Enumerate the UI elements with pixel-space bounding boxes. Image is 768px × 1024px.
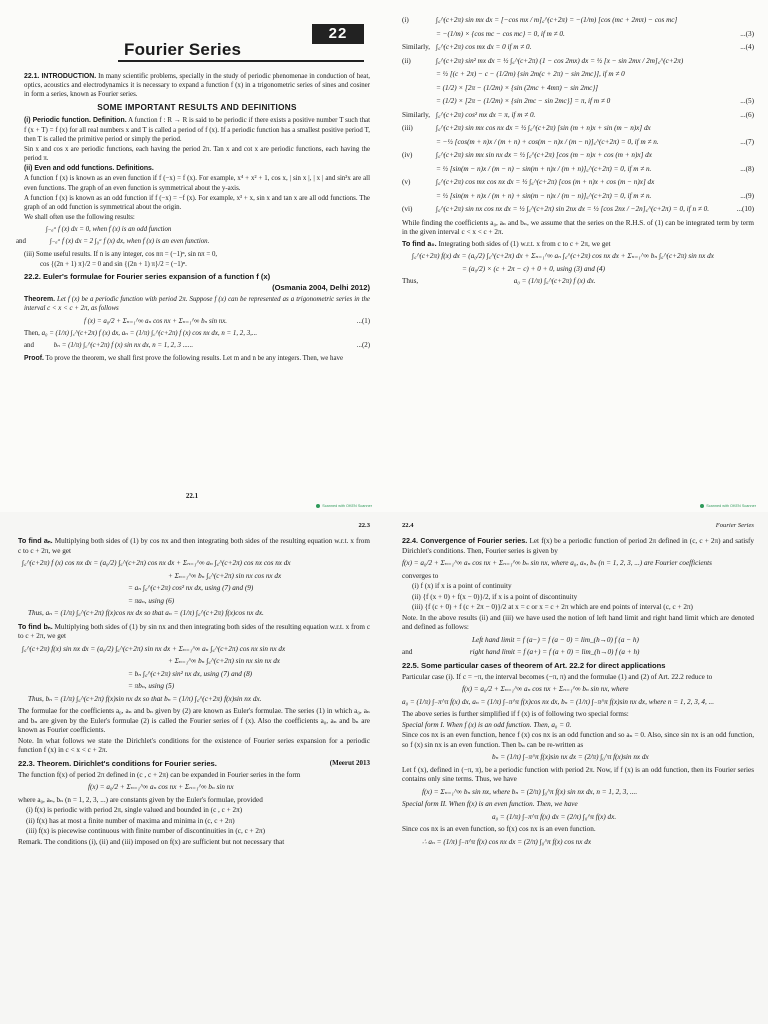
- integral-result-row: [402, 178, 754, 188]
- integral-result-text: ∫꜀^(c+2π) cos mx cos nx dx = ½ ∫꜀^(c+2π) [cos (m + n)x + cos (m − n)x] dx: [436, 178, 655, 186]
- special-form-1: Special form I. When f (x) is an odd function. Then, a₀ = 0.: [402, 720, 572, 729]
- integral-result-label: Similarly,: [402, 110, 431, 119]
- then-label: Then,: [24, 329, 40, 337]
- equation-2-number: ...(2): [356, 341, 370, 349]
- an-result: Thus, aₙ = (1/π) ∫꜀^(c+2π) f(x)cos nx dx so that aₙ = (1/π) ∫꜀^(c+2π) f(x)cos nx dx.: [28, 609, 264, 617]
- equation-number: ...(9): [740, 191, 754, 200]
- bn-equation-1: ∫꜀^(c+2π) f(x) sin nx dx = (a₀/2) ∫꜀^(c+2π) sin nx dx + Σₙ₌₁^∞ aₙ ∫꜀^(c+2π) cos nx sin nx dx: [22, 644, 286, 653]
- integral-result-text: ∫꜀^(c+2π) sin nx cos nx dx = ½ ∫꜀^(c+2π) sin 2nx dx = ½ [cos 2nx / −2n]꜀^(c+2π) = 0, if n ≠ 0.: [436, 205, 709, 213]
- following-results-text: We shall often use the following results:: [24, 214, 135, 222]
- odd-function-equation: f(x) = Σₙ₌₁^∞ bₙ sin nx, where bₙ = (2/π) ∫₀^π f(x) sin nx dx, n = 1, 2, 3, ....: [422, 787, 638, 796]
- thus-label: Thus,: [402, 277, 419, 285]
- scanner-watermark: [700, 504, 756, 508]
- odd-paragraph: A function f (x) is known as an odd function if f (−x) = −f (x). For example, x³ + x, sin x and tan x are all odd functions. The graph of an odd function is symmetrical about the origin.: [24, 194, 370, 211]
- integral-result-text: ∫꜀^(c+2π) cos² mx dx = π, if m ≠ 0.: [436, 110, 536, 119]
- an-equation-2: + Σₙ₌₁^∞ bₙ ∫꜀^(c+2π) sin nx cos nx dx: [168, 571, 282, 580]
- integral-result-text: = −(1/m) × {cos mc − cos mc} = 0, if m ≠ 0.: [436, 29, 565, 38]
- find-an-paragraph: [18, 536, 370, 556]
- particular-cases-heading: 22.5. Some particular cases of theorem of Art. 22.2 for direct applications: [402, 660, 666, 670]
- integral-results-list: [402, 16, 754, 215]
- find-an-lead: To find aₙ.: [18, 536, 53, 545]
- integral-result-label: (vi): [402, 205, 413, 213]
- equation-1: [84, 317, 370, 326]
- integral-result-row: [402, 111, 754, 121]
- scanner-watermark: [316, 504, 372, 508]
- integral-result-row: [402, 57, 754, 67]
- an-equation-3: = aₙ ∫꜀^(c+2π) cos² nx dx, using (7) and (9): [128, 584, 254, 592]
- bn-equation-3: = bₙ ∫꜀^(c+2π) sin² nx dx, using (7) and (8): [128, 669, 253, 678]
- intro-heading: 22.1. INTRODUCTION.: [24, 73, 97, 80]
- find-bn-text: Multiplying both sides of (1) by sin nx and then integrating both sides of the resulting equation w.r.t. x from c to c + 2π, we get: [18, 622, 371, 640]
- even-odd-heading-text: (ii) Even and odd functions. Definitions.: [24, 165, 154, 173]
- find-a0-text: Integrating both sides of (1) w.r.t. x from c to c + 2π, we get: [438, 239, 611, 248]
- right-hand-limit-text: right hand limit = f (a+) = f (a + 0) = lim_(h→0) f (a + h): [469, 648, 640, 656]
- equation-1-number: ...(1): [356, 317, 370, 325]
- page-4-body: [384, 512, 768, 1024]
- page-22-4: [384, 512, 768, 1024]
- a0-equation-2: = (a₀/2) × (c + 2π − c) + 0 + 0, using (3) and (4): [462, 264, 605, 273]
- left-hand-limit: Left hand limit = f (a−) = f (a − 0) = lim_(h→0) f (a − h): [472, 635, 639, 644]
- integral-result-row: [402, 30, 754, 40]
- euler-heading: [24, 272, 370, 282]
- theorem-paragraph: [24, 295, 370, 313]
- page-4-number: 22.4: [402, 522, 414, 529]
- integral-result-text: = ½ [sin(m + n)x / (m + n) + sin(m − n)x / (m − n)]꜀^(c+2π) = 0, if m ≠ n.: [436, 191, 652, 200]
- dirichlet-equation: f(x) = a₀/2 + Σₙ₌₁^∞ aₙ cos nx + Σₙ₌₁^∞ bₙ sin nx: [88, 783, 234, 792]
- intro-paragraph: [24, 72, 370, 100]
- integral-result-label: (v): [402, 178, 411, 186]
- integral-result-text: = (1/2) × [2π − (1/2m) × {sin 2mc − sin 2mc}] = π, if m ≠ 0: [436, 97, 611, 105]
- integral-result-text: ∫꜀^(c+2π) sin mx dx = [−cos mx / m]꜀^(c+2π) = −(1/m) [cos (mc + 2mπ) − cos mc]: [436, 16, 678, 24]
- euler-reference: (Osmania 2004, Delhi 2012): [272, 283, 370, 293]
- and-label: and: [16, 238, 26, 246]
- dirichlet-condition-3: (iii) f(x) is piecewise continuous with finite number of discontinuities in (c, c + 2π): [26, 827, 266, 836]
- scanner-watermark-text: Scanned with OKEN Scanner: [706, 504, 756, 508]
- equation-number: ...(8): [740, 164, 754, 173]
- integral-result-row: [402, 124, 754, 134]
- page-22-1: [0, 0, 384, 512]
- page-1-body: [16, 72, 370, 364]
- integral-result-label: (iv): [402, 151, 413, 159]
- integral-result-label: (iii): [402, 124, 413, 132]
- dirichlet-remark: Remark. The conditions (i), (ii) and (iii) imposed on f(x) are sufficient but not necessary that: [18, 837, 285, 846]
- convergence-equation: f(x) = a₀/2 + Σₙ₌₁^∞ aₙ cos nx + Σₙ₌₁^∞ bₙ sin nx, where a₀, aₙ, bₙ (n = 1, 2, 3, ...) are Fourier coefficients: [402, 559, 712, 567]
- page-3-header: [18, 522, 370, 531]
- find-a0-paragraph: [402, 239, 754, 250]
- a0-equation-1: ∫꜀^(c+2π) f(x) dx = (a₀/2) ∫꜀^(c+2π) dx + Σₙ₌₁^∞ aₙ ∫꜀^(c+2π) cos nx dx + Σₙ₌₁^∞ bₙ ∫꜀^(c+2π) sin nx dx: [412, 252, 714, 260]
- equation-2b: [24, 341, 370, 350]
- special-form-2-text: Since cos nx is an even function, so f(x) cos nx is an even function.: [402, 825, 596, 834]
- chapter-title-rule: [118, 60, 364, 62]
- integral-result-text: = −½ [cos(m + n)x / (m + n) + cos(m − n)x / (m − n)]꜀^(c+2π) = 0, if m ≠ n.: [436, 137, 659, 146]
- even-integral-result: [16, 237, 370, 246]
- particular-coefficients: a₀ = (1/π) ∫₋π^π f(x) dx, aₙ = (1/π) ∫₋π^π f(x)cos nx dx, bₙ = (1/π) ∫₋π^π f(x)sin nx dx, where n = 1, 2, 3, 4, ...: [402, 697, 714, 706]
- special-form-1-text: Since cos nx is an even function, hence f (x) cos nx is an odd function and so aₙ = 0. Also, since sin nx is an odd function, so f (x) sin nx is an even function. Then bₙ can be re-written as: [402, 731, 754, 749]
- special-form-2-equation-2: ∴ aₙ = (1/π) ∫₋π^π f(x) cos nx dx = (2/π) ∫₀^π f(x) cos nx dx: [422, 837, 592, 846]
- useful-results-line-2: cos {(2n + 1) π}/2 = 0 and sin {(2n + 1) π}/2 = (−1)ⁿ.: [40, 260, 187, 268]
- equation-number: ...(7): [740, 137, 754, 146]
- special-form-1-equation: bₙ = (1/π) ∫₋π^π f(x)sin nx dx = (2/π) ∫₀^π f(x)sin nx dx: [492, 753, 649, 762]
- scanner-logo-icon: [316, 504, 320, 508]
- scanner-watermark-text: Scanned with OKEN Scanner: [322, 504, 372, 508]
- running-title: Fourier Series: [715, 522, 754, 529]
- integral-result-row: [402, 84, 754, 94]
- dirichlet-heading-text: 22.3. Theorem. Dirichlet's conditions for Fourier series.: [18, 758, 217, 768]
- page-3-number: 22.3: [358, 522, 370, 529]
- equation-2b-text: bₙ = (1/π) ∫꜀^(c+2π) f (x) sin nx dx, n = 1, 2, 3 ......: [53, 341, 194, 349]
- special-form-2-equation: a₀ = (1/π) ∫₋π^π f(x) dx = (2/π) ∫₀^π f(x) dx.: [492, 812, 617, 821]
- odd-integral-result: ∫₋ₐᵃ f (x) dx = 0, when f (x) is an odd function: [46, 226, 172, 234]
- an-equation-1: ∫꜀^(c+2π) f (x) cos nx dx = (a₀/2) ∫꜀^(c+2π) cos nx dx + Σₙ₌₁^∞ aₙ ∫꜀^(c+2π) cos nx cos nx dx: [22, 559, 291, 567]
- convergence-paragraph: [402, 536, 754, 556]
- even-integral-text: ∫₋ₐᵃ f (x) dx = 2 ∫₀ᵃ f (x) dx, when f (x) is an even function.: [50, 238, 210, 246]
- equation-number: ...(10): [736, 205, 754, 213]
- integral-result-row: [402, 192, 754, 202]
- page-22-3: [0, 512, 384, 1024]
- integral-result-text: ∫꜀^(c+2π) sin mx sin nx dx = ½ ∫꜀^(c+2π) [cos (m − n)x + cos (m + n)x] dx: [436, 151, 652, 159]
- integral-result-row: [402, 97, 754, 107]
- theorem-lead: Theorem.: [24, 296, 56, 304]
- particular-case-1-text: Particular case (i). If c = −π, the interval becomes (−π, π) and the formulae (1) and (2) of Art. 22.2 reduce to: [402, 672, 713, 681]
- integral-result-text: ∫꜀^(c+2π) cos mx dx = 0 if m ≠ 0.: [436, 43, 532, 51]
- intro-text: In many scientific problems, specially in the study of periodic phenomenae in conduction of heat, optics, acoustics and electrodynamics it is necessary to expand a function f (x) in a trigonometric series of sines and cosiner in form a series, known as Fourier series.: [24, 73, 370, 99]
- equation-number: ...(3): [740, 29, 754, 38]
- integral-result-row: [402, 205, 754, 215]
- euler-formulae-paragraph: The formulae for the coefficients a₀, aₙ and bₙ given by (2) are known as Euler's formulae. The series (1) in which a₀, aₙ and bₙ are given by the Euler's formulae (2) is called the Fourier series of f (x). Also the coefficients a₀, aₙ and bₙ are known as Fourier coefficients.: [18, 707, 370, 734]
- integral-result-text: ∫꜀^(c+2π) sin mx cos nx dx = ½ ∫꜀^(c+2π) [sin (m + n)x + sin (m − n)x] dx: [436, 124, 651, 132]
- useful-results-line-1: (iii) Some useful results. If n is any integer, cos nπ = (−1)ⁿ, sin nπ = 0,: [24, 250, 218, 258]
- dirichlet-reference: (Meerut 2013: [329, 758, 370, 767]
- some-results-heading: SOME IMPORTANT RESULTS AND DEFINITIONS: [97, 102, 297, 112]
- euler-heading-text: 22.2. Euler's formulae for Fourier series expansion of a function f (x): [24, 272, 271, 281]
- convergence-case-1: (i) f (x) if x is a point of continuity: [412, 582, 512, 590]
- dirichlet-where: where a₀, aₙ, bₙ (n = 1, 2, 3, ...) are constants given by the Euler's formulae, provided: [18, 795, 263, 804]
- convergence-text: Let f(x) be a periodic function of period 2π defined in (c, c + 2π) and satisfy Dirichlet's conditions. Then, Fourier series is given by: [402, 537, 754, 555]
- page-number: 22.1: [185, 492, 199, 500]
- find-an-text: Multiplying both sides of (1) by cos nx and then integrating both sides of the resulting equation w.r.t. x from c to c + 2π, we get: [18, 537, 370, 555]
- a0-result: [402, 277, 754, 287]
- dirichlet-note: Note. In what follows we state the Dirichlet's conditions for the existence of Fourier series expansion for a periodic function f (x) in c < x < c + 2π.: [18, 736, 370, 754]
- find-bn-paragraph: [18, 622, 370, 642]
- particular-equation: f(x) = a₀/2 + Σₙ₌₁^∞ aₙ cos nx + Σₙ₌₁^∞ bₙ sin nx, where: [462, 685, 629, 694]
- integral-result-label: (i): [402, 16, 409, 24]
- integral-result-text: = (1/2) × [2π − (1/2m) × {sin (2mc + 4mπ) − sin 2mc}]: [436, 83, 599, 92]
- dirichlet-text: The function f(x) of period 2π defined in (c , c + 2π) can be expanded in Fourier series in the form: [18, 770, 301, 779]
- integral-result-label: Similarly,: [402, 43, 431, 51]
- even-paragraph: A function f (x) is known as an even function if f (−x) = f (x). For example, x⁴ + x² + 1, cos x, | sin x |, | x | and sin²x are all even functions. The graph of an even function is symmetrical about the y-axis.: [24, 175, 370, 192]
- chapter-title: Fourier Series: [124, 40, 242, 59]
- page-4-header: [402, 522, 754, 531]
- chapter-number-tag: 22: [312, 24, 364, 44]
- coefficients-paragraph: While finding the coefficients a₀, aₙ and bₙ, we assume that the series on the R.H.S. of (1) can be integrated term by term in the given interval c < x < c + 2π.: [402, 218, 754, 236]
- bn-equation-4: = πbₙ, using (5): [128, 682, 175, 690]
- periodic-paragraph: [24, 116, 370, 144]
- page-3-body: [0, 512, 384, 1024]
- right-hand-limit: [402, 648, 754, 658]
- integral-result-row: [402, 70, 754, 80]
- periodic-heading: (i) Periodic function. Definition.: [24, 117, 127, 125]
- proof-paragraph: [24, 354, 370, 363]
- integral-result-text: ∫꜀^(c+2π) sin² mx dx = ½ ∫꜀^(c+2π) (1 − cos 2mx) dx = ½ [x − sin 2mx / 2m]꜀^(c+2π): [436, 56, 684, 65]
- integral-result-row: [402, 43, 754, 53]
- convergence-case-2: (ii) {f (x + 0) + f(x − 0)}/2, if x is a point of discontinuity: [412, 592, 578, 601]
- limits-note: Note. In the above results (ii) and (iii) we have used the notion of left hand limit and right hand limit which are denoted and defined as follows:: [402, 613, 754, 631]
- integral-result-text: = ½ [(c + 2π) − c − (1/2m) {sin 2m(c + 2π) − sin 2mc}], if m ≠ 0: [436, 70, 625, 78]
- equation-number: ...(5): [740, 97, 754, 105]
- an-equation-4: = πaₙ, using (6): [128, 596, 175, 605]
- integral-result-row: [402, 16, 754, 26]
- dirichlet-condition-2: (ii) f(x) has at most a finite number of maxima and minima in (c, c + 2π): [26, 816, 235, 825]
- integral-result-label: (ii): [402, 56, 411, 65]
- and-label: and: [402, 648, 413, 656]
- special-form-2: Special form II. When f(x) is an even function. Then, we have: [402, 800, 578, 809]
- odd-function-text: Let f (x), defined in (−π, π), be a periodic function with period 2π. Now, if f (x) is an odd function, then its Fourier series contains only sine terms. Thus, we have: [402, 765, 754, 784]
- equation-number: ...(6): [740, 110, 754, 119]
- equation-1-text: f (x) = a₀/2 + Σₙ₌₁^∞ aₙ cos nx + Σₙ₌₁^∞ bₙ sin nx.: [84, 317, 228, 325]
- converges-to-label: converges to: [402, 571, 439, 580]
- page-2-body: [384, 0, 768, 512]
- dirichlet-heading: [18, 759, 370, 769]
- integral-result-row: [402, 138, 754, 148]
- a0-result-text: a₀ = (1/π) ∫꜀^(c+2π) f (x) dx.: [513, 277, 596, 285]
- equation-2a-text: a₀ = (1/π) ∫꜀^(c+2π) f (x) dx, aₙ = (1/π) ∫꜀^(c+2π) f (x) cos nx dx, n = 1, 2, 3,...: [41, 329, 258, 337]
- equation-number: ...(4): [740, 43, 754, 51]
- periodic-text: A function f : R → R is said to be periodic if there exists a positive number T such that f (x + T) = f (x) for all real numbers x and T is called a period of f (x). If a periodic function has a smallest positive period T, then T is called the primitive period or simply the period.: [24, 117, 370, 143]
- equation-2a: [24, 329, 370, 338]
- bn-equation-2: + Σₙ₌₁^∞ bₙ ∫꜀^(c+2π) sin nx sin nx dx: [168, 657, 281, 665]
- convergence-case-3: (iii) {f (c + 0) + f (c + 2π − 0)}/2 at x = c or x = c + 2π which are end points of interval (c, c + 2π): [412, 603, 693, 611]
- and-label-2: and: [24, 341, 34, 349]
- integral-result-row: [402, 151, 754, 161]
- integral-result-row: [402, 165, 754, 175]
- integral-result-text: = ½ [sin(m − n)x / (m − n) − sin(m + n)x / (m + n)]꜀^(c+2π) = 0, if m ≠ n.: [436, 164, 652, 173]
- sin-cos-paragraph: Sin x and cos x are periodic functions, each having the period 2π. Tan x and cot x are periodic functions, each having the period π.: [24, 145, 370, 163]
- theorem-text: Let f (x) be a periodic function with period 2π. Suppose f (x) can be represented as a trigonometric series in the interval c < x < c + 2π, as follows: [24, 296, 370, 313]
- dirichlet-condition-1: (i) f(x) is periodic with period 2π, single valued and bounded in (c , c + 2π): [26, 806, 243, 815]
- page-22-2: [384, 0, 768, 512]
- scanner-logo-icon: [700, 504, 704, 508]
- proof-lead: Proof.: [24, 355, 44, 363]
- simplified-text: The above series is further simplified if f (x) is of following two special forms:: [402, 710, 629, 719]
- proof-text: To prove the theorem, we shall first prove the following results. Let m and n be any integers. Then, we have: [45, 355, 344, 363]
- bn-result: Thus, bₙ = (1/π) ∫꜀^(c+2π) f(x)sin nx dx so that bₙ = (1/π) ∫꜀^(c+2π) f(x)sin nx dx.: [28, 694, 262, 703]
- even-odd-heading: [24, 164, 370, 173]
- find-a0-lead: To find a₀.: [402, 238, 437, 248]
- find-bn-lead: To find bₙ.: [18, 621, 53, 631]
- convergence-heading: 22.4. Convergence of Fourier series.: [402, 536, 528, 545]
